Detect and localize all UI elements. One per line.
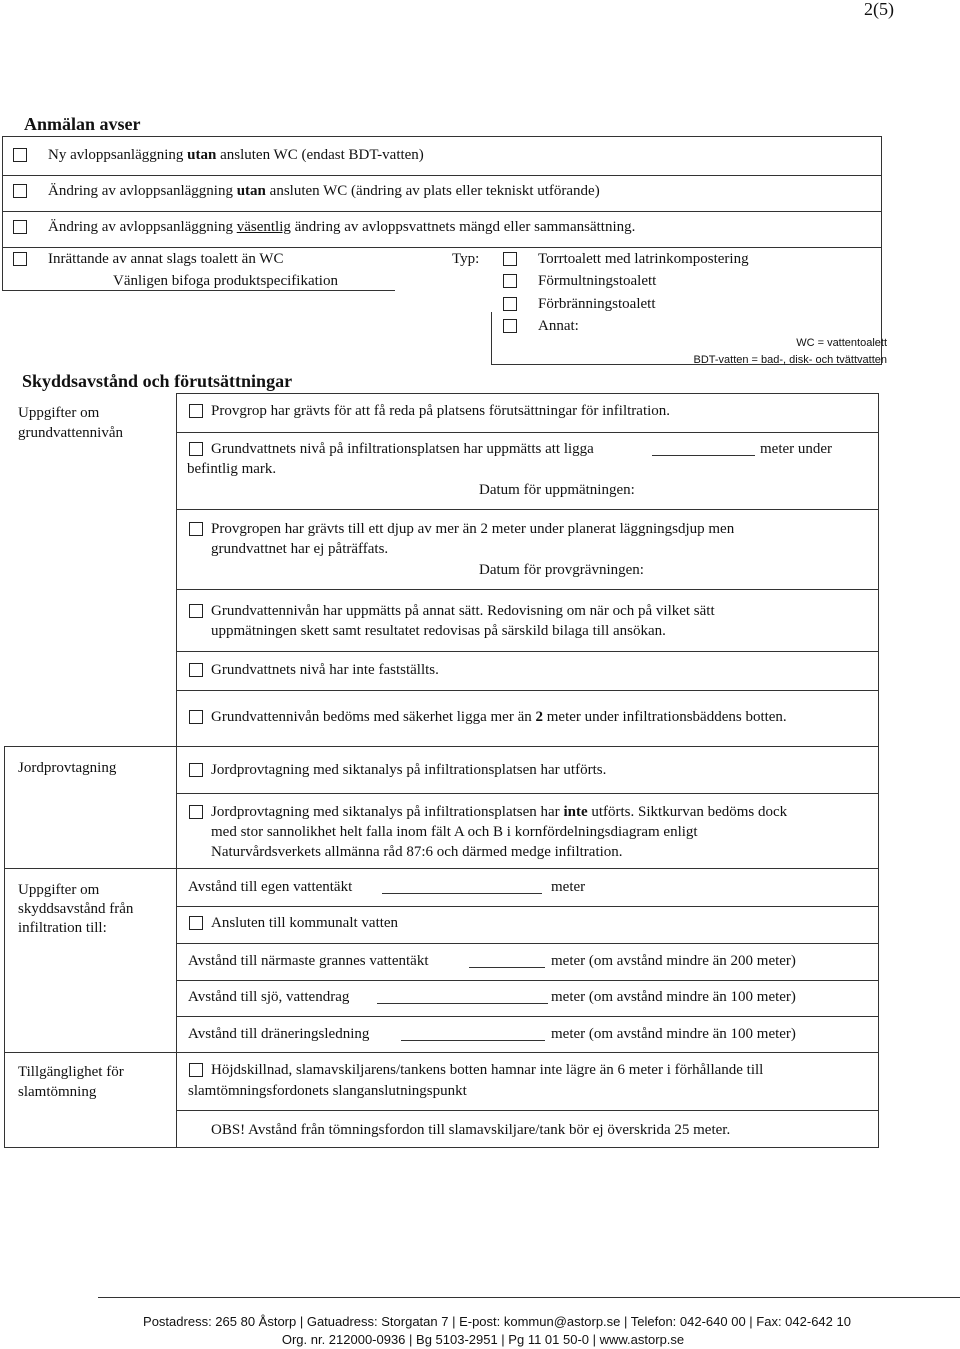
gw2-meter-under: meter under xyxy=(760,441,833,457)
dist4-unit: meter (om avstånd mindre än 100 meter) xyxy=(551,989,796,1005)
acc2-text: OBS! Avstånd från tömningsfordon till slamavskiljare/tank bör ej överskrida 25 meter. xyxy=(211,1122,731,1138)
gw3-text-b: grundvattnet har ej påträffats. xyxy=(211,541,389,557)
checkbox-torrtoalett[interactable] xyxy=(503,252,517,266)
field-sjo-vattendrag-line[interactable] xyxy=(377,1003,548,1004)
label-tillganglighet-2: slamtömning xyxy=(18,1084,97,1100)
field-draneringsledning-line[interactable] xyxy=(401,1040,545,1041)
label-tillganglighet-1: Tillgänglighet för xyxy=(18,1064,124,1080)
dist5-unit: meter (om avstånd mindre än 100 meter) xyxy=(551,1026,796,1042)
table-divider xyxy=(176,651,879,652)
box-divider xyxy=(2,175,882,176)
acc1-text-a: Höjdskillnad, slamavskiljarens/tankens botten hamnar inte lägre än 6 meter i förhållande till xyxy=(211,1062,764,1078)
footer-line-1: Postadress: 265 80 Åstorp | Gatuadress: Storgatan 7 | E-post: kommun@astorp.se | Telefon: 042-640 00 | Fax: 042-642 10 xyxy=(143,1314,851,1329)
gw4-text-a: Grundvattennivån har uppmätts på annat sätt. Redovisning om när och på vilket sätt xyxy=(211,603,715,619)
checkbox-provgrop-2m[interactable] xyxy=(189,522,203,536)
table-divider xyxy=(176,509,879,510)
gw3-date-label: Datum för provgrävningen: xyxy=(479,562,644,578)
gw2-text: Grundvattnets nivå på infiltrationsplatsen har uppmätts att ligga xyxy=(211,441,594,457)
table-divider xyxy=(176,1110,879,1111)
checkbox-forbranningstoalett[interactable] xyxy=(503,297,517,311)
table-divider xyxy=(176,690,879,691)
checkbox-formultningstoalett[interactable] xyxy=(503,274,517,288)
box-border xyxy=(491,312,492,365)
checkbox-jordprov-utford[interactable] xyxy=(189,763,203,777)
section-title-anmalan: Anmälan avser xyxy=(24,114,141,134)
soil1-text: Jordprovtagning med siktanalys på infiltrationsplatsen har utförts. xyxy=(211,762,607,778)
checkbox-kommunalt-vatten[interactable] xyxy=(189,916,203,930)
gw4-text-b: uppmätningen skett samt resultatet redovisas på särskild bilaga till ansökan. xyxy=(211,623,666,639)
table-divider xyxy=(176,793,879,794)
type-torrtoalett: Torrtoalett med latrinkompostering xyxy=(538,251,749,267)
type-formultningstoalett: Förmultningstoalett xyxy=(538,273,657,289)
dist3-unit: meter (om avstånd mindre än 200 meter) xyxy=(551,953,796,969)
field-grannes-vattentakt-line[interactable] xyxy=(469,967,545,968)
box-border xyxy=(2,136,882,137)
page-number: 2(5) xyxy=(864,0,894,19)
checkbox-annat[interactable] xyxy=(503,319,517,333)
dist2-label: Ansluten till kommunalt vatten xyxy=(211,915,399,931)
box-divider xyxy=(2,247,882,248)
note-bdt: BDT-vatten = bad-, disk- och tvättvatten xyxy=(693,354,887,366)
table-divider xyxy=(4,1052,879,1053)
dist4-label: Avstånd till sjö, vattendrag xyxy=(188,989,350,1005)
gw2-befintlig-mark: befintlig mark. xyxy=(187,461,277,477)
gw5-text: Grundvattnets nivå har inte fastställts. xyxy=(211,662,439,678)
row1-label: Ny avloppsanläggning utan ansluten WC (endast BDT-vatten) xyxy=(48,147,424,163)
gw6-text: Grundvattennivån bedöms med säkerhet ligga mer än 2 meter under infiltrationsbäddens botten. xyxy=(211,709,787,725)
table-column-divider xyxy=(176,393,177,747)
checkbox-hojdskillnad[interactable] xyxy=(189,1063,203,1077)
table-border xyxy=(4,1147,879,1148)
checkbox-provgrop[interactable] xyxy=(189,404,203,418)
row4-label: Inrättande av annat slags toalett än WC xyxy=(48,251,284,267)
type-forbranningstoalett: Förbränningstoalett xyxy=(538,296,656,312)
soil2-text-d: Naturvårdsverkets allmänna råd 87:6 och därmed medge infiltration. xyxy=(211,844,623,860)
table-divider xyxy=(176,589,879,590)
table-border xyxy=(4,746,5,1148)
row4-sublabel: Vänligen bifoga produktspecifikation xyxy=(113,273,338,289)
table-border xyxy=(176,393,879,394)
table-border xyxy=(878,393,879,1148)
dist5-label: Avstånd till dräneringsledning xyxy=(188,1026,370,1042)
label-uppgifter-grundvatten-2: grundvattennivån xyxy=(18,425,123,441)
box-border xyxy=(881,136,882,247)
box-divider xyxy=(2,211,882,212)
checkbox-annan-toalett[interactable] xyxy=(13,252,27,266)
checkbox-uppmatt-niva[interactable] xyxy=(189,442,203,456)
section-title-skyddsavstand: Skyddsavstånd och förutsättningar xyxy=(22,371,293,391)
checkbox-ej-faststallt[interactable] xyxy=(189,663,203,677)
gw1-text: Provgrop har grävts för att få reda på platsens förutsättningar för infiltration. xyxy=(211,403,671,419)
table-divider xyxy=(176,980,879,981)
row2-label: Ändring av avloppsanläggning utan ansluten WC (ändring av plats eller tekniskt utförande) xyxy=(48,183,600,199)
table-divider xyxy=(4,868,879,869)
field-egen-vattentakt-line[interactable] xyxy=(382,893,542,894)
checkbox-vasentlig-andring[interactable] xyxy=(13,220,27,234)
footer-rule xyxy=(98,1297,960,1298)
table-divider xyxy=(176,432,879,433)
dist1-label: Avstånd till egen vattentäkt xyxy=(188,879,353,895)
footer-line-2: Org. nr. 212000-0936 | Bg 5103-2951 | Pg 11 01 50-0 | www.astorp.se xyxy=(281,1332,685,1347)
soil2-text-c: med stor sannolikhet helt falla inom fält A och B i kornfördelningsdiagram enligt xyxy=(211,824,698,840)
type-label: Typ: xyxy=(452,251,480,267)
box-border xyxy=(2,136,3,291)
table-divider xyxy=(176,943,879,944)
label-skyddsavstand-2: skyddsavstånd från xyxy=(18,901,134,917)
table-divider xyxy=(4,746,879,747)
label-skyddsavstand-1: Uppgifter om xyxy=(18,882,100,898)
gw2-date-label: Datum för uppmätningen: xyxy=(479,482,635,498)
table-divider xyxy=(176,906,879,907)
checkbox-andring-utan-wc[interactable] xyxy=(13,184,27,198)
row3-label: Ändring av avloppsanläggning väsentlig ändring av avloppsvattnets mängd eller sammansättning. xyxy=(48,219,636,235)
type-annat: Annat: xyxy=(538,318,579,334)
note-wc: WC = vattentoalett xyxy=(796,337,887,349)
checkbox-bedoms-2m[interactable] xyxy=(189,710,203,724)
label-skyddsavstand-3: infiltration till: xyxy=(18,920,107,936)
table-divider xyxy=(176,1016,879,1017)
label-jordprovtagning: Jordprovtagning xyxy=(18,760,117,776)
dist3-label: Avstånd till närmaste grannes vattentäkt xyxy=(188,953,429,969)
checkbox-ny-anlaggning[interactable] xyxy=(13,148,27,162)
field-meter-under-line[interactable] xyxy=(652,455,755,456)
label-uppgifter-grundvatten-1: Uppgifter om xyxy=(18,405,100,421)
checkbox-jordprov-ej-utford[interactable] xyxy=(189,805,203,819)
soil2-text-a: Jordprovtagning med siktanalys på infiltrationsplatsen har inte utförts. Siktkurvan bedöms dock xyxy=(211,804,788,820)
dist1-unit: meter xyxy=(551,879,586,895)
checkbox-annat-satt[interactable] xyxy=(189,604,203,618)
gw3-text-a: Provgropen har grävts till ett djup av mer än 2 meter under planerat läggningsdjup men xyxy=(211,521,735,537)
table-column-divider xyxy=(176,746,177,1148)
acc1-text-b: slamtömningsfordonets slanganslutningspunkt xyxy=(188,1083,467,1099)
